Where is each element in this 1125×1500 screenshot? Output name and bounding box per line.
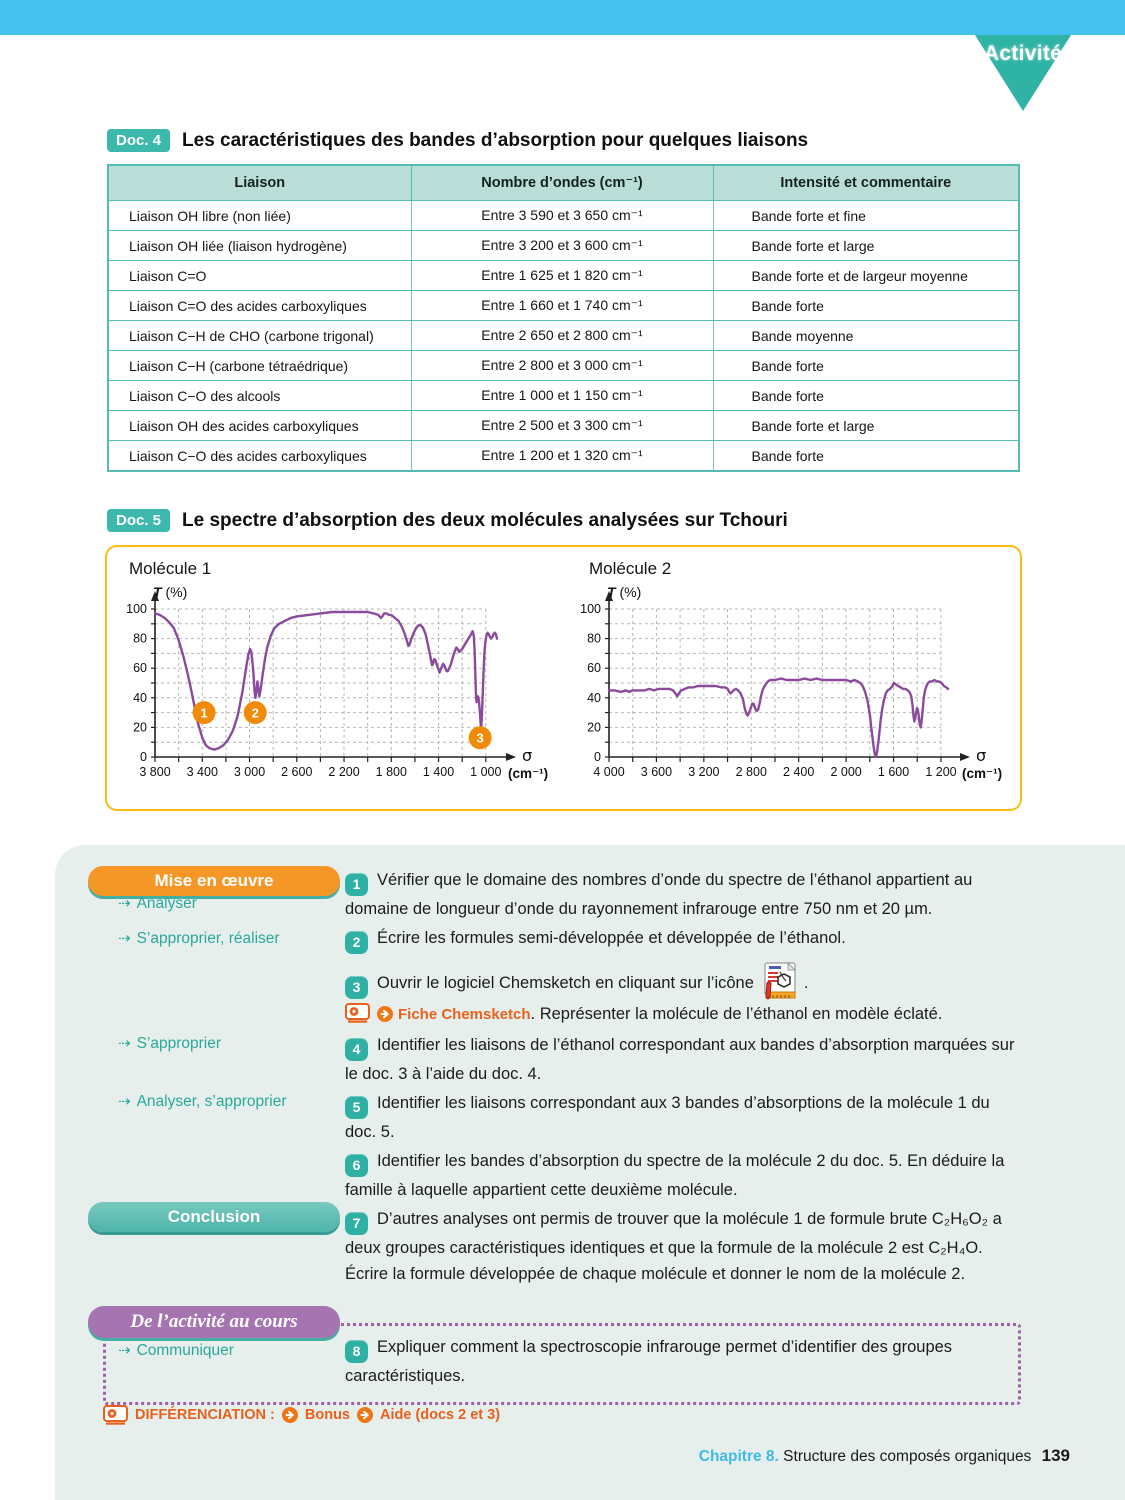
svg-text:60: 60 bbox=[133, 661, 147, 676]
svg-text:2 200: 2 200 bbox=[328, 765, 360, 779]
dashed-arrow-icon: ⇢ bbox=[118, 1093, 131, 1110]
svg-text:T (%): T (%) bbox=[607, 585, 642, 600]
table-cell: Entre 1 660 et 1 740 cm⁻¹ bbox=[411, 291, 713, 321]
svg-text:3 200: 3 200 bbox=[688, 765, 720, 779]
task-4: 4 Identifier les liaisons de l’éthanol correspondant aux bandes d’absorption marquées sur le doc. 3 à l’aide du doc. 4. bbox=[345, 1036, 1015, 1083]
camera-icon bbox=[103, 1405, 128, 1425]
table-cell: Liaison OH des acides carboxyliques bbox=[108, 411, 411, 441]
top-banner bbox=[0, 0, 1125, 35]
dashed-arrow-icon: ⇢ bbox=[118, 895, 131, 912]
task-8-number: 8 bbox=[345, 1340, 368, 1363]
task-1: 1 Vérifier que le domaine des nombres d’onde du spectre de l’éthanol appartient au domaine de longueur d’onde du rayonnement infrarouge entre 750 nm et 20 µm. bbox=[345, 871, 973, 918]
svg-text:40: 40 bbox=[587, 690, 601, 705]
skill-analyser: ⇢ Analyser bbox=[118, 895, 197, 912]
svg-text:2 000: 2 000 bbox=[830, 765, 862, 779]
table-row bbox=[108, 411, 1019, 441]
task-6: 6 Identifier les bandes d’absorption du spectre de la molécule 2 du doc. 5. En déduire la famille à laquelle appartient cette deuxième molécule. bbox=[345, 1152, 1005, 1199]
section-activite-au-cours: De l’activité au cours bbox=[88, 1306, 340, 1338]
link-arrow-icon bbox=[282, 1407, 298, 1423]
task-8: 8 Expliquer comment la spectroscopie infrarouge permet d’identifier des groupes caractéristiques. bbox=[345, 1338, 953, 1385]
task-6-number: 6 bbox=[345, 1154, 368, 1177]
differenciation-row bbox=[103, 1405, 500, 1425]
table-row bbox=[108, 441, 1019, 472]
dashed-arrow-icon: ⇢ bbox=[118, 1342, 131, 1359]
table-cell: Entre 2 500 et 3 300 cm⁻¹ bbox=[411, 411, 713, 441]
table-cell: Entre 2 650 et 2 800 cm⁻¹ bbox=[411, 321, 713, 351]
page-footer bbox=[699, 1446, 1070, 1466]
svg-text:(cm⁻¹): (cm⁻¹) bbox=[508, 766, 549, 781]
task-5: 5 Identifier les liaisons correspondant aux 3 bandes d’absorptions de la molécule 1 du doc. 5. bbox=[345, 1094, 990, 1141]
table-row bbox=[108, 291, 1019, 321]
table-row bbox=[108, 381, 1019, 411]
task-1-number: 1 bbox=[345, 873, 368, 896]
differenciation-label: DIFFÉRENCIATION : bbox=[135, 1407, 275, 1423]
svg-text:100: 100 bbox=[126, 602, 147, 616]
svg-text:(cm⁻¹): (cm⁻¹) bbox=[962, 766, 1003, 781]
table-cell: Bande forte et de largeur moyenne bbox=[713, 261, 1019, 291]
table-row bbox=[108, 261, 1019, 291]
svg-text:σ: σ bbox=[522, 746, 533, 765]
section-conclusion: Conclusion bbox=[88, 1202, 340, 1232]
svg-text:3 000: 3 000 bbox=[233, 765, 266, 779]
table-cell: Bande forte bbox=[713, 351, 1019, 381]
skill-sapproprier: ⇢ S’approprier bbox=[118, 1035, 222, 1052]
task-2: 2 Écrire les formules semi-développée et développée de l’éthanol. bbox=[345, 925, 1023, 954]
table-row bbox=[108, 351, 1019, 381]
col-header-intensite: Intensité et commentaire bbox=[713, 165, 1019, 201]
svg-text:60: 60 bbox=[587, 661, 601, 676]
table-cell: Entre 3 200 et 3 600 cm⁻¹ bbox=[411, 231, 713, 261]
col-header-liaison: Liaison bbox=[108, 165, 411, 201]
link-arrow-icon bbox=[377, 1004, 393, 1030]
table-cell: Liaison C=O des acides carboxyliques bbox=[108, 291, 411, 321]
task-7: 7 D’autres analyses ont permis de trouver que la molécule 1 de formule brute C₂H₆O₂ a deux groupes caractéristiques identiques et que la formule de la molécule 2 est C₂H₄O. Écrire la formule développée de chaque molécule et donner le nom de la molécule 2. bbox=[345, 1210, 1002, 1283]
svg-text:80: 80 bbox=[133, 631, 147, 646]
svg-text:3: 3 bbox=[476, 730, 484, 746]
svg-text:1 200: 1 200 bbox=[925, 765, 957, 779]
table-cell: Liaison C−H (carbone tétraédrique) bbox=[108, 351, 411, 381]
table-cell: Bande forte bbox=[713, 441, 1019, 472]
dashed-arrow-icon: ⇢ bbox=[118, 930, 131, 947]
molecule1-title: Molécule 1 bbox=[129, 559, 212, 578]
table-cell: Liaison C−H de CHO (carbone trigonal) bbox=[108, 321, 411, 351]
table-cell: Liaison C=O bbox=[108, 261, 411, 291]
table-cell: Bande forte et large bbox=[713, 411, 1019, 441]
task-2-number: 2 bbox=[345, 931, 368, 954]
spectra-panel bbox=[105, 545, 1022, 811]
dashed-arrow-icon: ⇢ bbox=[118, 1035, 131, 1052]
svg-text:3 400: 3 400 bbox=[186, 765, 218, 779]
absorption-bands-table bbox=[107, 164, 1020, 472]
svg-text:4 000: 4 000 bbox=[593, 765, 625, 779]
task-5-number: 5 bbox=[345, 1096, 368, 1119]
svg-text:1 600: 1 600 bbox=[877, 765, 910, 779]
table-row bbox=[108, 321, 1019, 351]
col-header-nombre-ondes: Nombre d’ondes (cm⁻¹) bbox=[411, 165, 713, 201]
svg-text:0: 0 bbox=[140, 750, 147, 764]
table-cell: Entre 1 000 et 1 150 cm⁻¹ bbox=[411, 381, 713, 411]
table-cell: Entre 1 625 et 1 820 cm⁻¹ bbox=[411, 261, 713, 291]
svg-text:20: 20 bbox=[587, 720, 601, 735]
molecule1-spectrum-chart bbox=[115, 585, 565, 801]
molecule2-spectrum-chart bbox=[569, 585, 1019, 801]
fiche-chemsketch-link[interactable]: Fiche Chemsketch bbox=[398, 1006, 531, 1023]
footer-chapter: Chapitre 8. bbox=[698, 1448, 779, 1465]
svg-text:1 000: 1 000 bbox=[470, 765, 502, 779]
skill-analyser-sapproprier: ⇢ Analyser, s’approprier bbox=[118, 1093, 287, 1110]
svg-text:σ: σ bbox=[976, 746, 987, 765]
link-arrow-icon bbox=[357, 1407, 373, 1423]
svg-text:80: 80 bbox=[587, 631, 601, 646]
table-cell: Bande forte bbox=[713, 381, 1019, 411]
task-3-number: 3 bbox=[345, 976, 368, 999]
svg-text:2 400: 2 400 bbox=[783, 765, 815, 779]
table-cell: Liaison C−O des alcools bbox=[108, 381, 411, 411]
activity-label: Activité bbox=[983, 42, 1063, 65]
svg-text:1 800: 1 800 bbox=[375, 765, 407, 779]
bonus-link[interactable]: Bonus bbox=[304, 1407, 350, 1423]
svg-text:3 800: 3 800 bbox=[139, 765, 171, 779]
doc4-badge: Doc. 4 bbox=[107, 129, 170, 152]
table-cell: Liaison C−O des acides carboxyliques bbox=[108, 441, 411, 472]
svg-text:2 600: 2 600 bbox=[281, 765, 313, 779]
svg-text:1 400: 1 400 bbox=[422, 765, 455, 779]
band-marker-3 bbox=[469, 726, 492, 749]
task-4-number: 4 bbox=[345, 1038, 368, 1061]
skill-communiquer: ⇢ Communiquer bbox=[118, 1342, 234, 1359]
table-cell: Liaison OH libre (non liée) bbox=[108, 201, 411, 231]
table-cell: Entre 3 590 et 3 650 cm⁻¹ bbox=[411, 201, 713, 231]
doc4-header bbox=[107, 129, 808, 152]
doc5-header bbox=[107, 509, 788, 532]
molecule2-title: Molécule 2 bbox=[589, 559, 672, 578]
doc5-title: Le spectre d’absorption des deux molécules analysées sur Tchouri bbox=[182, 509, 788, 531]
band-marker-1 bbox=[193, 701, 216, 724]
svg-text:0: 0 bbox=[594, 750, 601, 764]
task-3: 3 Ouvrir le logiciel Chemsketch en cliquant sur l’icône . bbox=[345, 962, 1023, 1008]
table-cell: Entre 1 200 et 1 320 cm⁻¹ bbox=[411, 441, 713, 472]
svg-text:100: 100 bbox=[580, 602, 601, 616]
aide-link[interactable]: Aide (docs 2 et 3) bbox=[380, 1407, 501, 1423]
table-row bbox=[108, 231, 1019, 261]
svg-text:3 600: 3 600 bbox=[640, 765, 673, 779]
camera-icon bbox=[345, 1003, 370, 1031]
doc4-title: Les caractéristiques des bandes d’absorption pour quelques liaisons bbox=[182, 129, 809, 151]
table-cell: Entre 2 800 et 3 000 cm⁻¹ bbox=[411, 351, 713, 381]
table-cell: Liaison OH liée (liaison hydrogène) bbox=[108, 231, 411, 261]
svg-text:1: 1 bbox=[200, 705, 208, 721]
table-cell: Bande moyenne bbox=[713, 321, 1019, 351]
table-cell: Bande forte bbox=[713, 291, 1019, 321]
section-mise-en-oeuvre: Mise en œuvre bbox=[88, 866, 340, 896]
svg-text:40: 40 bbox=[133, 690, 147, 705]
table-cell: Bande forte et large bbox=[713, 231, 1019, 261]
skill-sapproprier-realiser: ⇢ S’approprier, réaliser bbox=[118, 930, 280, 947]
svg-text:T (%): T (%) bbox=[153, 585, 188, 600]
table-row bbox=[108, 201, 1019, 231]
task-3-fiche-line: Fiche Chemsketch. Représenter la molécule de l’éthanol en modèle éclaté. bbox=[345, 1001, 1023, 1031]
task-7-number: 7 bbox=[345, 1212, 368, 1235]
page-number: 139 bbox=[1041, 1446, 1070, 1465]
table-header-row bbox=[108, 165, 1019, 201]
table-cell: Bande forte et fine bbox=[713, 201, 1019, 231]
svg-text:2 800: 2 800 bbox=[735, 765, 767, 779]
footer-title: Structure des composés organiques bbox=[783, 1448, 1032, 1465]
svg-text:20: 20 bbox=[133, 720, 147, 735]
doc5-badge: Doc. 5 bbox=[107, 509, 170, 532]
band-marker-2 bbox=[244, 701, 267, 724]
svg-text:2: 2 bbox=[251, 705, 259, 721]
